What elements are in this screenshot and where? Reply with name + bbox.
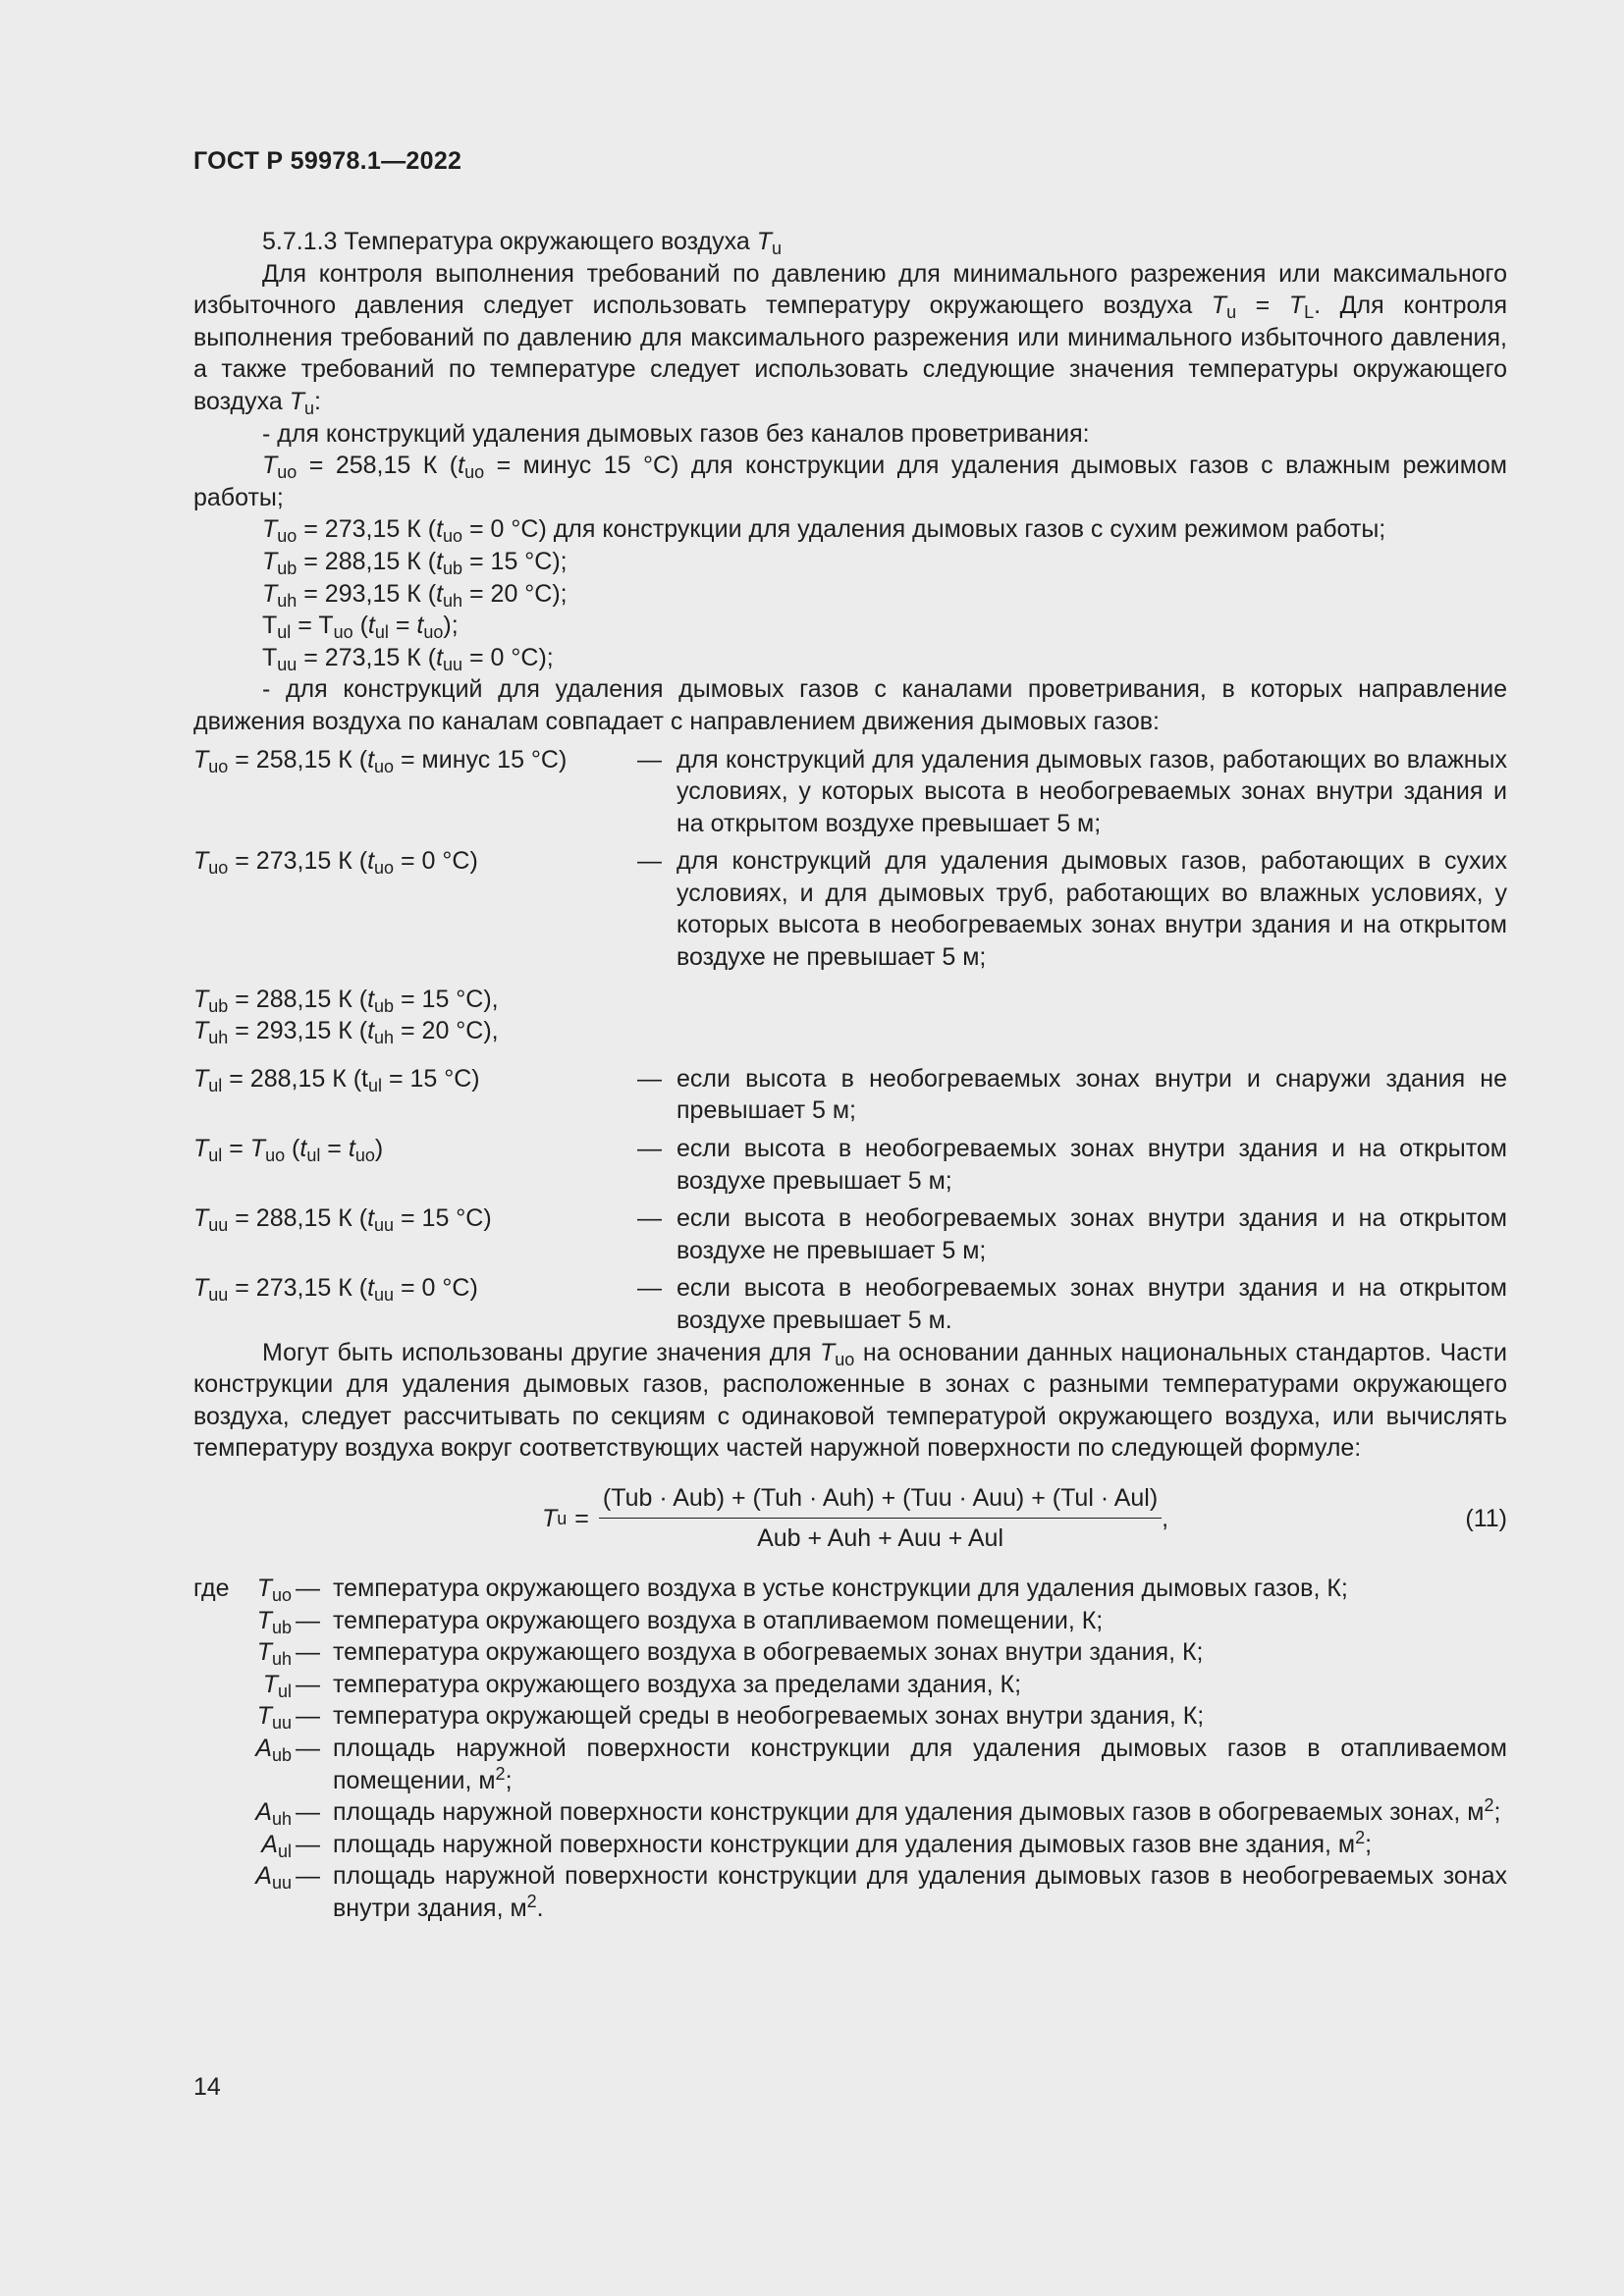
formula-numerator: (Tub · Aub) + (Tuh · Auh) + (Tuu · Auu) + (Tul · Aul)	[599, 1482, 1162, 1520]
symbol: T	[249, 1135, 266, 1163]
symbol: T	[256, 1702, 272, 1731]
legend-description: температура окружающего воздуха в отапливаемом помещении, К;	[333, 1606, 1104, 1634]
subscript: uh	[208, 1028, 229, 1048]
text: = 15 °C)	[394, 1204, 492, 1233]
legend-symbol	[193, 1636, 296, 1669]
superscript: 2	[1484, 1795, 1494, 1816]
subscript: uu	[271, 1873, 292, 1894]
symbol: T	[1211, 292, 1227, 320]
legend-description	[333, 1796, 1507, 1829]
symbol: T	[262, 612, 278, 640]
text: =	[574, 1504, 589, 1532]
text: площадь наружной поверхности конструкции для удаления дымовых газов в отапливаемом помещении, м	[333, 1734, 1507, 1794]
text: = 20 °C);	[462, 579, 568, 608]
text: = 15 °C);	[462, 547, 568, 575]
def-dash: —	[637, 1204, 662, 1233]
subscript: uu	[277, 654, 298, 674]
def-term	[193, 1272, 637, 1336]
subscript: uo	[271, 1585, 292, 1605]
subscript: uo	[277, 462, 298, 483]
symbol: A	[255, 1798, 272, 1827]
text: = 258,15 К (	[297, 452, 459, 480]
text: = минус 15 °C) для конструкции для удаления дымовых газов с влажным режимом работы;	[193, 452, 1507, 511]
legend-description	[333, 1860, 1507, 1924]
text: = 0 °C);	[462, 643, 554, 671]
symbol: A	[261, 1830, 278, 1858]
def-description: если высота в необогреваемых зонах внутри и снаружи здания не превышает 5 м;	[677, 1064, 1507, 1125]
subscript: uo	[354, 1146, 375, 1166]
def-dash: —	[637, 1274, 662, 1303]
text: ;	[1493, 1798, 1501, 1827]
symbol: T	[193, 1274, 209, 1303]
no-ventilation-item	[193, 450, 1507, 513]
legend-symbol	[193, 1796, 296, 1829]
symbol: t	[436, 547, 444, 575]
subscript: ub	[208, 995, 229, 1016]
text: = 288,15 К (	[228, 1204, 368, 1233]
def-dash: —	[637, 1064, 662, 1093]
formula-number: (11)	[1465, 1504, 1507, 1532]
symbol: t	[367, 1204, 375, 1233]
subscript: uo	[443, 526, 463, 547]
text: );	[443, 612, 459, 640]
subscript: u	[1226, 302, 1237, 323]
text: площадь наружной поверхности конструкции для удаления дымовых газов вне здания, м	[333, 1830, 1356, 1858]
legend-dash: —	[296, 1862, 320, 1891]
symbol: T	[193, 985, 209, 1013]
subscript: uo	[265, 1146, 286, 1166]
symbol: T	[193, 1017, 209, 1045]
subscript: uu	[271, 1713, 292, 1734]
symbol: T	[256, 1638, 272, 1667]
symbol: T	[262, 643, 278, 671]
legend-description: температура окружающего воздуха в устье конструкции для удаления дымовых газов, К;	[333, 1574, 1348, 1602]
symbol: A	[255, 1734, 272, 1762]
symbol: T	[193, 1204, 209, 1233]
symbol: A	[255, 1862, 272, 1891]
symbol: T	[193, 847, 209, 876]
subscript: uu	[443, 654, 463, 674]
subscript: ub	[374, 995, 395, 1016]
def-term	[193, 1202, 637, 1266]
symbol: t	[299, 1135, 307, 1163]
no-ventilation-item	[193, 642, 1507, 674]
legend-symbol	[193, 1860, 296, 1924]
symbol: T	[262, 547, 278, 575]
legend-description	[333, 1829, 1507, 1861]
subscript: uo	[333, 622, 353, 643]
text: = 20 °C),	[394, 1017, 499, 1045]
text: =	[222, 1135, 250, 1163]
def-description: для конструкций для удаления дымовых газов, работающих в сухих условиях, и для дымовых труб, работающих во влажных условиях, у которых высота в необогреваемых зонах внутри здания и на открытом воздухе не превышает 5 м;	[677, 847, 1507, 972]
subscript: ul	[277, 1841, 292, 1861]
text: = 273,15 К (	[297, 515, 437, 544]
text: = 15 °C),	[394, 985, 499, 1013]
symbol: t	[436, 643, 444, 671]
text: = минус 15 °C)	[394, 745, 568, 774]
subscript: uh	[443, 590, 463, 611]
text: = 288,15 К (	[228, 985, 368, 1013]
subscript: uo	[208, 756, 229, 776]
subscript: uo	[374, 858, 395, 879]
subscript: uo	[464, 462, 485, 483]
subscript: ul	[208, 1075, 223, 1095]
subscript: uo	[835, 1349, 855, 1369]
formula-fraction	[599, 1482, 1162, 1555]
subscript: ul	[374, 622, 389, 643]
page-content	[193, 226, 1507, 1925]
text: = 288,15 К (t	[222, 1064, 368, 1093]
legend-symbol	[193, 1700, 296, 1733]
text: .	[536, 1894, 544, 1922]
symbol: t	[367, 847, 375, 876]
def-term	[193, 984, 1507, 1016]
def-term	[193, 845, 637, 973]
legend-symbol	[193, 1573, 296, 1605]
no-ventilation-item	[193, 513, 1507, 546]
symbol: t	[367, 985, 375, 1013]
subscript: uu	[208, 1285, 229, 1306]
def-term	[193, 1015, 1507, 1047]
subscript: ub	[277, 558, 298, 578]
text: = 0 °C)	[394, 847, 478, 876]
subscript: uo	[423, 622, 444, 643]
legend-symbol	[193, 1669, 296, 1701]
legend-dash: —	[296, 1574, 320, 1602]
subscript: ul	[277, 1681, 292, 1701]
text: на основании данных национальных стандартов. Части конструкции для удаления дымовых газов, расположенные в зонах с разными температурами окружающего воздуха, следует рассчитывать по секциям с одинаковой температурой окружающего воздуха, или вычислять температуру воздуха вокруг соответствующих частей наружной поверхности по следующей формуле:	[193, 1338, 1507, 1463]
symbol: T	[756, 228, 772, 255]
text: . Для контроля выполнения требований по давлению для максимального разрежения или минимального избыточного давления, а также требований по температуре следует использовать следующие значения температуры окружающего воздуха	[193, 292, 1507, 415]
symbol: T	[256, 1574, 272, 1602]
subscript: uu	[374, 1215, 395, 1236]
subscript: ul	[306, 1146, 321, 1166]
text: = 258,15 К (	[228, 745, 368, 774]
text: ,	[1162, 1504, 1169, 1532]
superscript: 2	[495, 1763, 506, 1784]
text: :	[314, 387, 321, 415]
text: площадь наружной поверхности конструкции для удаления дымовых газов в необогреваемых зонах внутри здания, м	[333, 1862, 1507, 1922]
def-term	[193, 744, 637, 840]
text: = 293,15 К (	[228, 1017, 368, 1045]
subscript: uh	[277, 590, 298, 611]
legend-description	[333, 1733, 1507, 1796]
superscript: 2	[526, 1891, 537, 1911]
text: площадь наружной поверхности конструкции для удаления дымовых газов в обогреваемых зонах, м	[333, 1798, 1485, 1827]
symbol: T	[820, 1338, 836, 1366]
text: ;	[505, 1766, 513, 1794]
text: = 273,15 К (	[228, 1274, 368, 1303]
formula-denominator: Aub + Auh + Auu + Aul	[757, 1524, 1003, 1553]
formula-body: T u = $\frac{\text{(Tub · Aub) + (Tuh · Auh) + (Tuu · Auu) + (Tul · Aul)}}{\text{Aub + Auh + Auu + Aul}}$ ,	[542, 1470, 1168, 1567]
page-number: 14	[193, 2073, 221, 2101]
symbol: T	[1288, 292, 1305, 320]
subscript: ul	[277, 622, 292, 643]
subscript: ul	[208, 1146, 223, 1166]
symbol: T	[262, 515, 278, 544]
legend-dash: —	[296, 1702, 320, 1731]
no-ventilation-heading: - для конструкций удаления дымовых газов без каналов проветривания:	[262, 419, 1090, 448]
symbol: t	[367, 1274, 375, 1303]
symbol: t	[436, 579, 444, 608]
superscript: 2	[1355, 1827, 1366, 1847]
def-description: если высота в необогреваемых зонах внутри здания и на открытом воздухе не превышает 5 м;	[677, 1204, 1507, 1264]
def-description: для конструкций для удаления дымовых газов, работающих во влажных условиях, у которых высота в необогреваемых зонах внутри здания и на открытом воздухе превышает 5 м;	[677, 745, 1507, 837]
symbol: T	[262, 452, 278, 480]
document-header: ГОСТ Р 59978.1—2022	[193, 147, 462, 175]
legend-dash: —	[296, 1670, 320, 1698]
text: (	[352, 612, 368, 640]
text: = 273,15 К (	[297, 643, 437, 671]
text: ;	[1365, 1830, 1373, 1858]
text: )	[374, 1135, 384, 1163]
text: =	[388, 612, 417, 640]
symbol: t	[436, 515, 444, 544]
legend-symbol	[193, 1829, 296, 1861]
subscript: uo	[208, 858, 229, 879]
text: = 273,15 К (	[228, 847, 368, 876]
text: = T	[291, 612, 334, 640]
text: = 15 °C)	[382, 1064, 480, 1093]
legend-dash: —	[296, 1830, 320, 1858]
section-heading	[193, 226, 1507, 258]
text: =	[1236, 292, 1289, 320]
subscript: uo	[374, 756, 395, 776]
formula-legend	[193, 1573, 1507, 1925]
legend-dash: —	[296, 1798, 320, 1827]
text: Для контроля выполнения требований по давлению для минимального разрежения или максимального избыточного давления следует использовать температуру окружающего воздуха	[193, 259, 1507, 320]
symbol: T	[262, 1670, 278, 1698]
other-values-paragraph	[193, 1337, 1507, 1465]
with-ventilation-heading: - для конструкций для удаления дымовых газов с каналами проветривания, в которых направление движения воздуха по каналам совпадает с направлением движения дымовых газов:	[193, 675, 1507, 735]
def-dash: —	[637, 745, 662, 774]
symbol: T	[289, 387, 304, 415]
symbol: t	[367, 745, 375, 774]
subscript: u	[303, 399, 314, 418]
intro-paragraph	[193, 258, 1507, 418]
no-ventilation-item	[193, 578, 1507, 611]
def-dash: —	[637, 1135, 662, 1163]
no-ventilation-item	[193, 546, 1507, 578]
legend-dash: —	[296, 1734, 320, 1762]
subscript: ul	[367, 1075, 382, 1095]
legend-symbol	[193, 1733, 296, 1796]
def-term	[193, 1133, 637, 1197]
subscript: ub	[443, 558, 463, 578]
subscript: uh	[271, 1809, 292, 1830]
text: = 288,15 К (	[297, 547, 437, 575]
text: Могут быть использованы другие значения для	[262, 1338, 820, 1366]
symbol: t	[416, 612, 424, 640]
symbol: t	[348, 1135, 355, 1163]
subscript: uo	[277, 526, 298, 547]
subscript: uh	[374, 1028, 395, 1048]
legend-description: температура окружающего воздуха в обогреваемых зонах внутри здания, К;	[333, 1638, 1204, 1667]
symbol: t	[367, 1017, 375, 1045]
ventilation-definition-table	[193, 744, 1507, 1337]
subscript: L	[1304, 302, 1315, 323]
def-description: если высота в необогреваемых зонах внутри здания и на открытом воздухе превышает 5 м.	[677, 1274, 1507, 1334]
no-ventilation-item	[193, 610, 1507, 642]
text: = 0 °C)	[394, 1274, 478, 1303]
text: где	[193, 1574, 230, 1602]
def-description: если высота в необогреваемых зонах внутри здания и на открытом воздухе превышает 5 м;	[677, 1135, 1507, 1195]
subscript: uu	[374, 1285, 395, 1306]
legend-dash: —	[296, 1638, 320, 1667]
symbol: T	[256, 1606, 272, 1634]
section-title: Температура окружающего воздуха	[344, 228, 750, 255]
symbol: t	[367, 612, 375, 640]
symbol: T	[193, 745, 209, 774]
def-term	[193, 1063, 637, 1127]
subscript: ub	[271, 1617, 292, 1637]
symbol: T	[193, 1135, 209, 1163]
section-number: 5.7.1.3	[262, 228, 338, 255]
legend-symbol	[193, 1605, 296, 1637]
subscript: uh	[271, 1649, 292, 1670]
text: =	[320, 1135, 349, 1163]
symbol: T	[262, 579, 278, 608]
legend-description: температура окружающей среды в необогреваемых зонах внутри здания, К;	[333, 1702, 1205, 1731]
legend-description: температура окружающего воздуха за пределами здания, К;	[333, 1670, 1022, 1698]
symbol: T	[193, 1064, 209, 1093]
formula-11	[193, 1470, 1507, 1567]
symbol: t	[458, 452, 465, 480]
subscript: ub	[271, 1744, 292, 1765]
legend-dash: —	[296, 1606, 320, 1634]
def-dash: —	[637, 847, 662, 876]
text: = 0 °C) для конструкции для удаления дымовых газов с сухим режимом работы;	[462, 515, 1386, 544]
text: (	[285, 1135, 300, 1163]
text: = 293,15 К (	[297, 579, 437, 608]
symbol: T	[542, 1504, 558, 1532]
subscript: u	[771, 239, 782, 259]
subscript: uu	[208, 1215, 229, 1236]
